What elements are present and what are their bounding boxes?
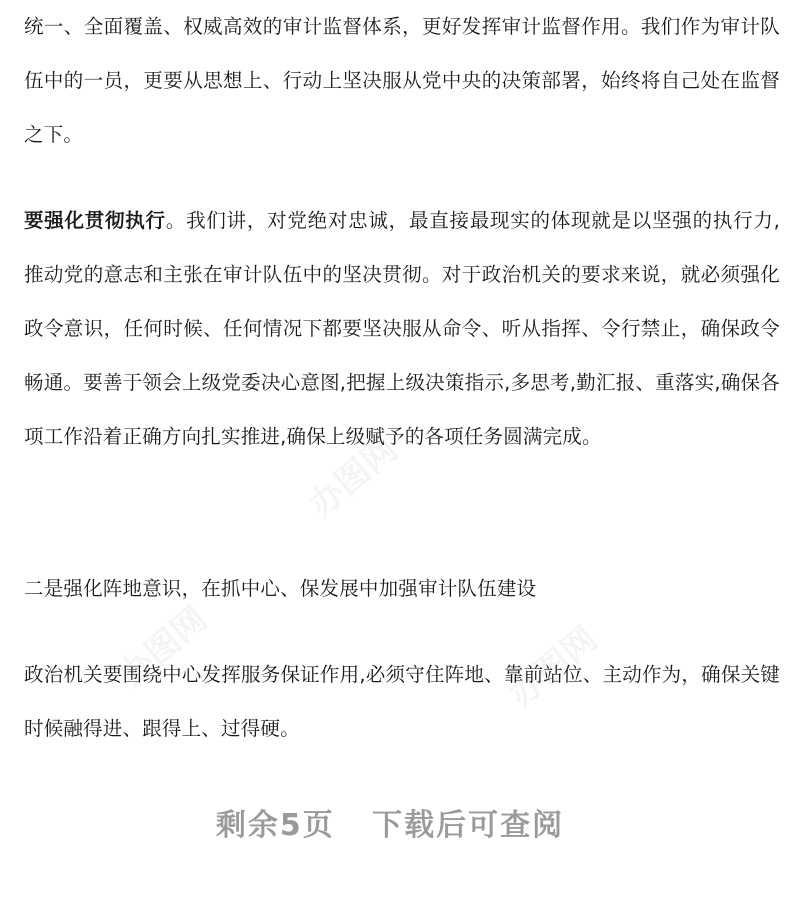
paragraph-2 <box>24 194 780 464</box>
paragraph-4: 政治机关要围绕中心发挥服务保证作用,必须守住阵地、靠前站位、主动作为，确保关键时候融得进、跟得上、过得硬。 <box>24 663 780 740</box>
section-heading: 二是强化阵地意识，在抓中心、保发展中加强审计队伍建设 <box>24 577 537 600</box>
paragraph-2-body: 。我们讲，对党绝对忠诚，最直接最现实的体现就是以坚强的执行力, 推动党的意志和主张在审计队伍中的坚决贯彻。对于政治机关的要求来说，就必须强化政令意识，任何时候、任何情况下都要坚决服从命令、听从指挥、令行禁止，确保政令畅通。要善于领会上级党委决心意图,把握上级决策指示,多思考,勤汇报、重落实,确保各项工作沿着正确方向扎实推进,确保上级赋予的各项任务圆满完成。 <box>24 209 781 448</box>
paragraph-1: 统一、全面覆盖、权威高效的审计监督体系，更好发挥审计监督作用。我们作为审计队伍中的一员，更要从思想上、行动上坚决服从党中央的决策部署，始终将自己处在监督之下。 <box>24 15 780 146</box>
remaining-pages-notice[interactable]: 剩余5页 下载后可查阅 <box>215 808 565 843</box>
paragraph-2-lead: 要强化贯彻执行 <box>24 209 166 232</box>
